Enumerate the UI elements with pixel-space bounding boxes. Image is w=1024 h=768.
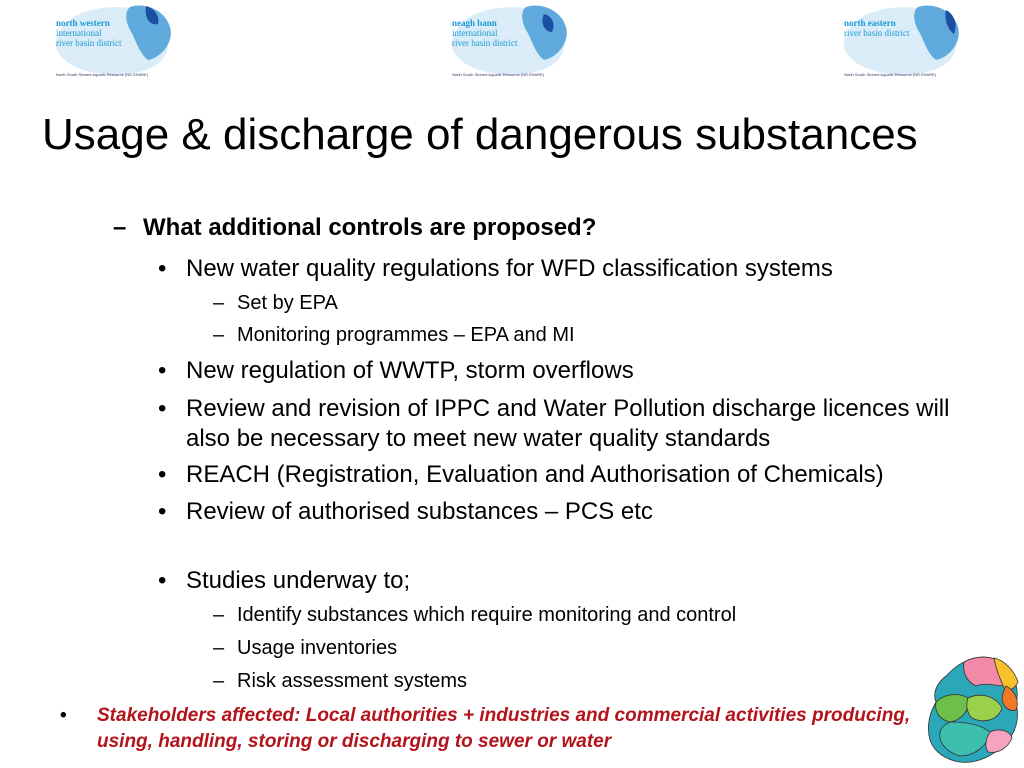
list-item-text: also be necessary to meet new water quality standards bbox=[186, 425, 771, 452]
logo-text bbox=[844, 18, 909, 38]
dash-marker: – bbox=[213, 292, 225, 314]
sub-list-item-text: Set by EPA bbox=[237, 292, 338, 314]
logo-north-western bbox=[50, 2, 180, 82]
logo-footer: North South Shared Aquatic Resource (NS SHARE) bbox=[452, 72, 545, 77]
list-item-text: Studies underway to; bbox=[186, 567, 411, 594]
bullet-marker: • bbox=[158, 567, 167, 594]
sub-list-item-text: Monitoring programmes – EPA and MI bbox=[237, 324, 575, 346]
logo-text bbox=[56, 18, 121, 48]
logo-line1: north eastern bbox=[844, 18, 896, 28]
logo-line1: neagh bann bbox=[452, 18, 497, 28]
bullet-marker: • bbox=[60, 705, 67, 726]
dash-marker: – bbox=[213, 637, 225, 659]
ireland-map-image bbox=[924, 652, 1024, 768]
section-heading-text: What additional controls are proposed? bbox=[143, 214, 597, 241]
list-item-text: Review and revision of IPPC and Water Pollution discharge licences will bbox=[186, 395, 950, 422]
logo-line2: international bbox=[452, 28, 498, 38]
sub-list-item-text: Identify substances which require monitoring and control bbox=[237, 604, 737, 626]
bullet-marker: • bbox=[158, 461, 167, 488]
dash-marker: – bbox=[213, 324, 225, 346]
stakeholders-line2: using, handling, storing or discharging to sewer or water bbox=[97, 731, 612, 752]
sub-list-item-text: Usage inventories bbox=[237, 637, 398, 659]
logo-line1: north western bbox=[56, 18, 110, 28]
dash-marker: – bbox=[213, 604, 225, 626]
logo-footer: North South Shared Aquatic Resource (NS SHARE) bbox=[56, 72, 149, 77]
bullet-marker: • bbox=[158, 357, 167, 384]
logo-line3: river basin district bbox=[452, 38, 518, 48]
list-item-text: New water quality regulations for WFD classification systems bbox=[186, 255, 833, 282]
logo-line3: river basin district bbox=[56, 38, 122, 48]
bullet-marker: • bbox=[158, 395, 167, 422]
logo-graphic bbox=[838, 2, 968, 82]
bullet-marker: • bbox=[158, 255, 167, 282]
dash-marker: – bbox=[213, 670, 225, 692]
stakeholders-line1: Stakeholders affected: Local authorities + industries and commercial activities producing, bbox=[97, 705, 911, 726]
logo-footer: North South Shared Aquatic Resource (NS SHARE) bbox=[844, 72, 937, 77]
logo-neagh-bann bbox=[446, 2, 576, 82]
bullet-marker: • bbox=[158, 498, 167, 525]
list-item-text: Review of authorised substances – PCS etc bbox=[186, 498, 653, 525]
dash-marker: – bbox=[113, 214, 127, 241]
logo-text bbox=[452, 18, 517, 48]
list-item-text: REACH (Registration, Evaluation and Authorisation of Chemicals) bbox=[186, 461, 884, 488]
list-item-text: New regulation of WWTP, storm overflows bbox=[186, 357, 634, 384]
logo-line2: international bbox=[56, 28, 102, 38]
logo-north-eastern bbox=[838, 2, 968, 82]
sub-list-item-text: Risk assessment systems bbox=[237, 670, 468, 692]
stakeholders-text bbox=[97, 703, 1007, 755]
logo-line2: river basin district bbox=[844, 28, 910, 38]
slide-title: Usage & discharge of dangerous substances bbox=[42, 110, 918, 159]
